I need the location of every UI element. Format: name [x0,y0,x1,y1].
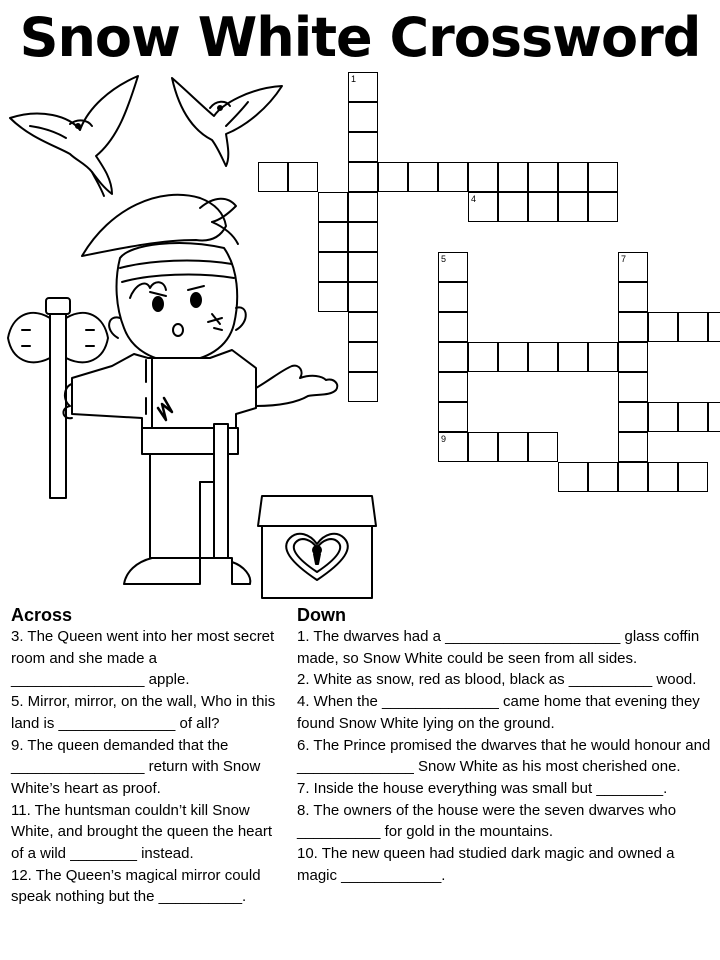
crossword-cell[interactable] [438,372,468,402]
crossword-cell[interactable] [348,312,378,342]
across-clue: 5. Mirror, mirror, on the wall, Who in this land is ______________ of all? [11,693,276,732]
clue-number: 1 [351,74,357,84]
across-clue: 11. The huntsman couldn’t kill Snow White, and brought the queen the heart of a wild ________ instead. [11,801,273,863]
crossword-cell[interactable] [558,192,588,222]
crossword-cell[interactable] [438,312,468,342]
crossword-cell[interactable] [438,432,468,462]
across-clue: 3. The Queen went into her most secret room and she made a ________________ apple. [11,628,275,689]
across-clues [11,604,277,908]
crossword-cell[interactable] [648,402,678,432]
crossword-cell[interactable] [348,102,378,132]
down-clue: 1. The dwarves had a _____________________ glass coffin made, so Snow White could be seen from all sides. [297,628,700,667]
down-clue: 4. When the ______________ came home that evening they found Snow White lying on the ground. [297,693,700,732]
crossword-cell[interactable] [438,282,468,312]
crossword-cell[interactable] [498,432,528,462]
crossword-cell[interactable] [348,162,378,192]
across-clue: 12. The Queen’s magical mirror could speak nothing but the __________. [11,866,261,906]
clue-number: 9 [441,434,447,444]
crossword-cell[interactable] [468,342,498,372]
crossword-cell[interactable] [318,192,348,222]
crossword-cell[interactable] [708,312,720,342]
crossword-cell[interactable] [618,432,648,462]
crossword-cell[interactable] [468,432,498,462]
clue-number: 5 [441,254,447,264]
crossword-cell[interactable] [618,252,648,282]
crossword-cell[interactable] [258,162,288,192]
crossword-cell[interactable] [648,462,678,492]
crossword-cell[interactable] [588,162,618,192]
crossword-cell[interactable] [348,372,378,402]
crossword-cell[interactable] [678,462,708,492]
crossword-cell[interactable] [708,402,720,432]
down-heading: Down [297,605,346,625]
crossword-cell[interactable] [618,282,648,312]
crossword-cell[interactable] [528,192,558,222]
crossword-cell[interactable] [498,162,528,192]
crossword-cell[interactable] [288,162,318,192]
crossword-cell[interactable] [528,162,558,192]
crossword-cell[interactable] [468,162,498,192]
crossword-cell[interactable] [438,252,468,282]
crossword-cell[interactable] [408,162,438,192]
crossword-cell[interactable] [498,342,528,372]
across-clue: 9. The queen demanded that the ________________ return with Snow White’s heart as proof. [11,736,261,797]
crossword-cell[interactable] [558,162,588,192]
crossword-cell[interactable] [558,342,588,372]
down-clue: 10. The new queen had studied dark magic and owned a magic ____________. [297,845,675,884]
crossword-cell[interactable] [348,132,378,162]
crossword-cell[interactable] [588,192,618,222]
crossword-cell[interactable] [348,342,378,372]
crossword-cell[interactable] [348,282,378,312]
crossword-cell[interactable] [678,402,708,432]
crossword-cell[interactable] [678,312,708,342]
crossword-cell[interactable] [438,162,468,192]
crossword-cell[interactable] [498,192,528,222]
page-title: Snow White Crossword [19,6,701,69]
crossword-cell[interactable] [348,192,378,222]
crossword-cell[interactable] [438,342,468,372]
down-clues [297,604,715,886]
crossword-cell[interactable] [618,402,648,432]
crossword-cell[interactable] [468,192,498,222]
crossword-cell[interactable] [648,312,678,342]
clue-number: 7 [621,254,627,264]
crossword-cell[interactable] [588,342,618,372]
crossword-cell[interactable] [438,402,468,432]
down-clue: 7. Inside the house everything was small but ________. [297,779,668,797]
across-heading: Across [11,605,73,625]
crossword-cell[interactable] [618,312,648,342]
crossword-cell[interactable] [528,342,558,372]
crossword-cell[interactable] [618,372,648,402]
crossword-cell[interactable] [618,462,648,492]
crossword-cell[interactable] [348,222,378,252]
down-clue: 8. The owners of the house were the seven dwarves who __________ for gold in the mountains. [297,801,677,841]
clue-number: 4 [471,194,477,204]
crossword-cell[interactable] [348,72,378,102]
crossword-cell[interactable] [528,432,558,462]
crossword-cell[interactable] [318,222,348,252]
crossword-cell[interactable] [318,282,348,312]
down-clue: 2. White as snow, red as blood, black as __________ wood. [297,671,697,689]
down-clue: 6. The Prince promised the dwarves that he would honour and ______________ Snow White as his most cherished one. [297,736,711,776]
crossword-cell[interactable] [348,252,378,282]
crossword-cell[interactable] [378,162,408,192]
crossword-cell[interactable] [588,462,618,492]
crossword-cell[interactable] [558,462,588,492]
crossword-cell[interactable] [318,252,348,282]
crossword-cell[interactable] [618,342,648,372]
